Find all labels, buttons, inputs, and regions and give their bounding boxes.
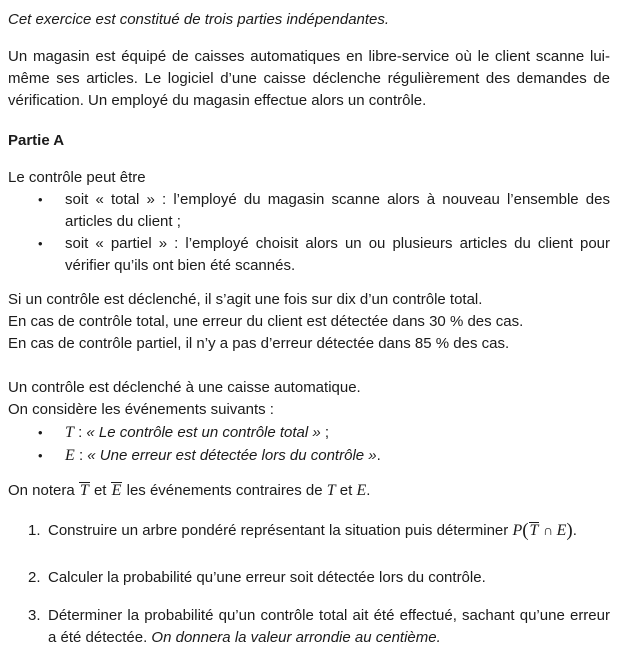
event-symbol-T: T bbox=[65, 424, 74, 441]
intro-italic-line: Cet exercice est constitué de trois parties indépendantes. bbox=[8, 11, 390, 28]
notation-and: et bbox=[89, 482, 111, 499]
fact-line-total-error-rate: En cas de contrôle total, une erreur du client est détectée dans 30 % des cas. bbox=[8, 313, 524, 330]
question-number: 2. bbox=[28, 569, 41, 586]
T-bar-symbol: T bbox=[529, 522, 539, 539]
events-list bbox=[8, 421, 610, 467]
E-bar-symbol: E bbox=[111, 482, 122, 499]
question-1-text: Construire un arbre pondéré représentant la situation puis déterminer bbox=[48, 522, 513, 539]
bullet-icon: • bbox=[38, 236, 43, 251]
P-symbol: P bbox=[512, 522, 523, 539]
event-end: ; bbox=[320, 424, 330, 441]
question-text bbox=[48, 605, 610, 649]
question-text bbox=[48, 520, 610, 543]
question-3-text: Déterminer la probabilité qu’un contrôle total ait été effectué, sachant qu’une erreur a été détectée. bbox=[48, 607, 610, 646]
bullet-icon: • bbox=[38, 425, 43, 440]
setup-line-1: Un contrôle est déclenché à une caisse automatique. bbox=[8, 379, 361, 396]
question-3-italic-note: On donnera la valeur arrondie au centième. bbox=[151, 629, 441, 646]
notation-prefix: On notera bbox=[8, 482, 79, 499]
control-types-list bbox=[8, 189, 610, 277]
bullet-icon: • bbox=[38, 448, 43, 463]
period: . bbox=[572, 522, 577, 539]
close-paren: ) bbox=[566, 520, 573, 541]
question-1 bbox=[8, 520, 610, 543]
fact-line-total-frequency: Si un contrôle est déclenché, il s’agit une fois sur dix d’un contrôle total. bbox=[8, 291, 483, 308]
notation-middle: les événements contraires de bbox=[122, 482, 327, 499]
control-type-partial: soit « partiel » : l’employé choisit alors un ou plusieurs articles du client pour vérifier qu’ils ont bien été scannés. bbox=[65, 235, 610, 274]
question-number: 3. bbox=[28, 607, 41, 624]
event-E bbox=[65, 444, 610, 467]
exercise-description: Un magasin est équipé de caisses automatiques en libre-service où le client scanne lui-même ses articles. Le logiciel d’une caisse déclenche régulièrement des demandes de vérification. Un employé du magasin effectue alors un contrôle. bbox=[8, 48, 610, 109]
question-2-text: Calculer la probabilité qu’une erreur soit détectée lors du contrôle. bbox=[48, 569, 486, 586]
T-bar-symbol: T bbox=[79, 482, 89, 499]
control-intro-line: Le contrôle peut être bbox=[8, 169, 146, 186]
event-description-T: « Le contrôle est un contrôle total » bbox=[86, 424, 321, 441]
notation-period: . bbox=[366, 482, 371, 499]
event-description-E: « Une erreur est détectée lors du contrôle » bbox=[87, 447, 377, 464]
E-symbol: E bbox=[556, 522, 567, 539]
probability-facts bbox=[8, 289, 610, 355]
part-a-heading: Partie A bbox=[8, 132, 65, 149]
event-end: . bbox=[376, 447, 381, 464]
notation-and: et bbox=[335, 482, 357, 499]
question-number: 1. bbox=[28, 522, 41, 539]
fact-line-partial-error-rate: En cas de contrôle partiel, il n’y a pas d’erreur détectée dans 85 % des cas. bbox=[8, 335, 510, 352]
E-symbol: E bbox=[356, 482, 367, 499]
list-item bbox=[8, 189, 610, 233]
event-colon: : bbox=[73, 424, 87, 441]
setup-line-2: On considère les événements suivants : bbox=[8, 401, 274, 418]
question-2 bbox=[8, 567, 610, 589]
math-expression-p-tbar-inter-e bbox=[512, 522, 576, 539]
list-item bbox=[8, 444, 610, 467]
event-symbol-E: E bbox=[65, 447, 75, 464]
T-symbol: T bbox=[326, 482, 336, 499]
list-item bbox=[8, 233, 610, 277]
open-paren: ( bbox=[522, 520, 529, 541]
control-type-total: soit « total » : l’employé du magasin scanne alors à nouveau l’ensemble des articles du client ; bbox=[65, 191, 610, 230]
event-T bbox=[65, 421, 610, 444]
intersection-operator: ∩ bbox=[539, 524, 557, 539]
question-3 bbox=[8, 605, 610, 649]
notation-line bbox=[8, 480, 610, 502]
event-colon: : bbox=[74, 447, 88, 464]
list-item bbox=[8, 421, 610, 444]
bullet-icon: • bbox=[38, 192, 43, 207]
